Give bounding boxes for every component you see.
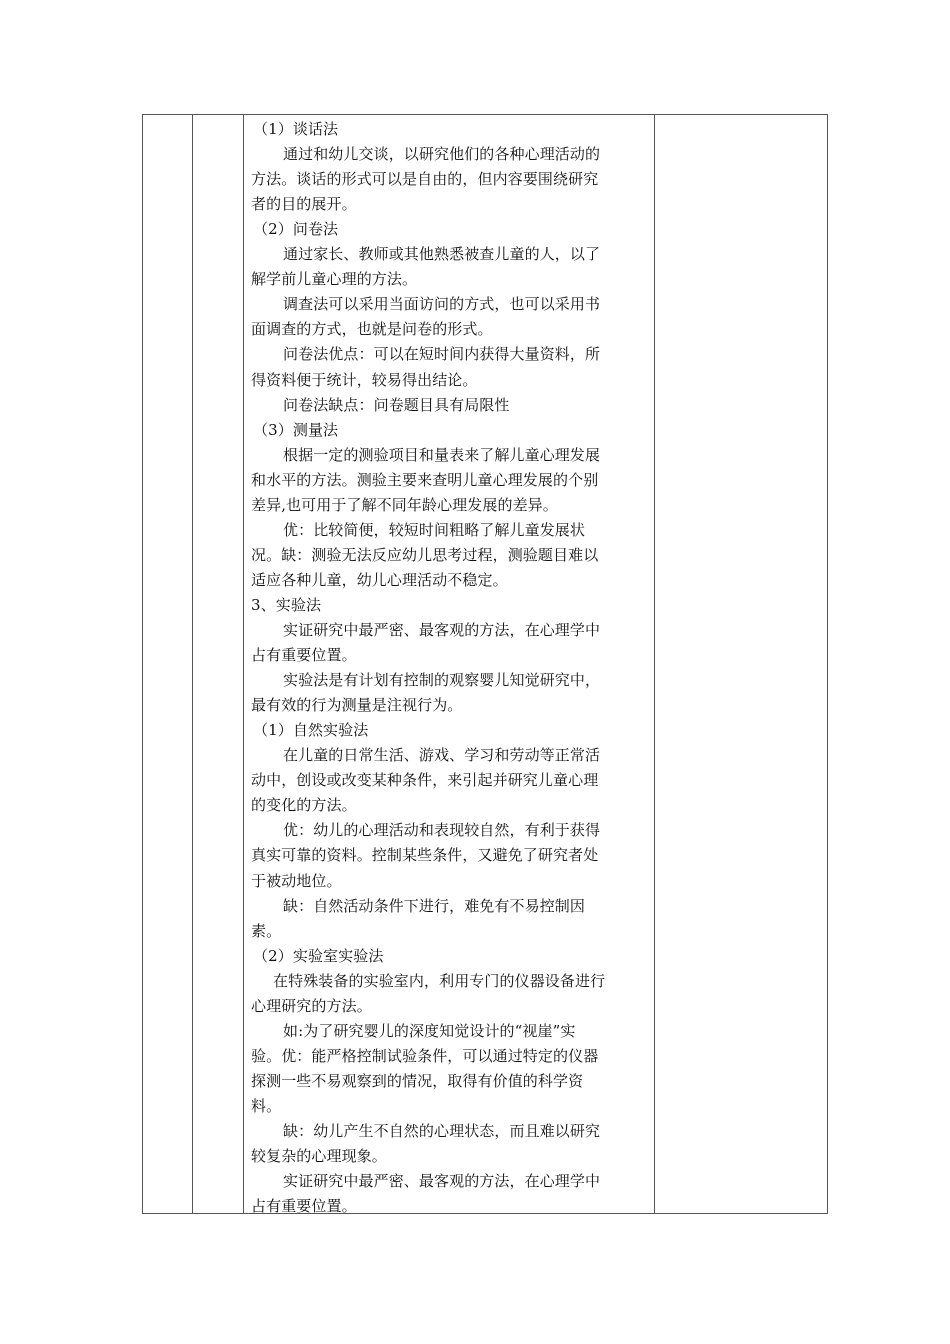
text-line: 缺：自然活动条件下进行，难免有不易控制因 [283, 896, 586, 915]
text-line: 3、实验法 [251, 595, 322, 614]
text-line: 在特殊装备的实验室内，利用专门的仪器设备进行 [273, 971, 606, 990]
text-line: 最有效的行为测量是注视行为。 [251, 696, 463, 715]
text-line: 实证研究中最严密、最客观的方法，在心理学中 [283, 1172, 601, 1191]
text-line: 况。缺：测验无法反应幼儿思考过程，测验题目难以 [251, 545, 599, 564]
text-line: 和水平的方法。测验主要来查明儿童心理发展的个别 [251, 470, 599, 489]
text-line: 问卷法缺点：问卷题目具有局限性 [283, 395, 510, 414]
text-line: 心理研究的方法。 [251, 996, 372, 1015]
text-line: 验。优：能严格控制试验条件，可以通过特定的仪器 [251, 1046, 599, 1065]
text-line: （1）谈话法 [253, 120, 339, 138]
text-line: （2）实验室实验法 [253, 946, 384, 965]
text-line: 解学前儿童心理的方法。 [251, 270, 418, 289]
column-divider [243, 115, 244, 1213]
text-line: 调查法可以采用当面访问的方式，也可以采用书 [283, 295, 601, 314]
text-line: 较复杂的心理现象。 [251, 1147, 387, 1166]
text-line: 通过和幼儿交谈，以研究他们的各种心理活动的 [283, 145, 601, 164]
text-line: 如:为了研究婴儿的深度知觉设计的“视崖”实 [283, 1021, 576, 1040]
text-line: 者的目的展开。 [251, 195, 357, 214]
text-line: 料。 [251, 1096, 282, 1115]
text-line: 问卷法优点：可以在短时间内获得大量资料，所 [283, 345, 601, 364]
text-line: 于被动地位。 [251, 871, 342, 890]
text-line: （2）问卷法 [253, 220, 339, 239]
text-line: 得资料便于统计，较易得出结论。 [251, 370, 478, 389]
text-line: 探测一些不易观察到的情况，取得有价值的科学资 [251, 1071, 584, 1090]
text-line: 的变化的方法。 [251, 796, 357, 815]
text-line: 实验法是有计划有控制的观察婴儿知觉研究中， [283, 671, 601, 690]
text-line: 适应各种儿童，幼儿心理活动不稳定。 [251, 570, 508, 589]
text-line: 优：比较简便，较短时间粗略了解儿童发展状 [283, 520, 586, 539]
column-divider [192, 115, 193, 1213]
text-line: 真实可靠的资料。控制某些条件，又避免了研究者处 [251, 846, 599, 865]
text-line: 在儿童的日常生活、游戏、学习和劳动等正常活 [283, 746, 601, 765]
text-line: 素。 [251, 921, 282, 940]
text-line: 方法。谈话的形式可以是自由的，但内容要围绕研究 [251, 170, 599, 189]
text-line: 占有重要位置。 [251, 646, 357, 665]
text-line: 通过家长、教师或其他熟悉被查儿童的人，以了 [283, 245, 601, 264]
text-line: 动中，创设或改变某种条件，来引起并研究儿童心理 [251, 771, 599, 790]
column-divider [654, 115, 655, 1213]
text-line: 面调查的方式，也就是问卷的形式。 [251, 320, 493, 339]
document-table [142, 114, 828, 1214]
text-line: 根据一定的测验项目和量表来了解儿童心理发展 [283, 445, 601, 464]
text-line: 差异,也可用于了解不同年龄心理发展的差异。 [251, 495, 558, 514]
text-line: （3）测量法 [253, 420, 339, 439]
text-line: 实证研究中最严密、最客观的方法，在心理学中 [283, 621, 601, 639]
text-line: 优：幼儿的心理活动和表现较自然，有利于获得 [283, 821, 601, 840]
text-line: 占有重要位置。 [251, 1197, 357, 1216]
text-line: 缺：幼儿产生不自然的心理状态，而且难以研究 [283, 1122, 601, 1140]
text-line: （1）自然实验法 [253, 721, 369, 740]
